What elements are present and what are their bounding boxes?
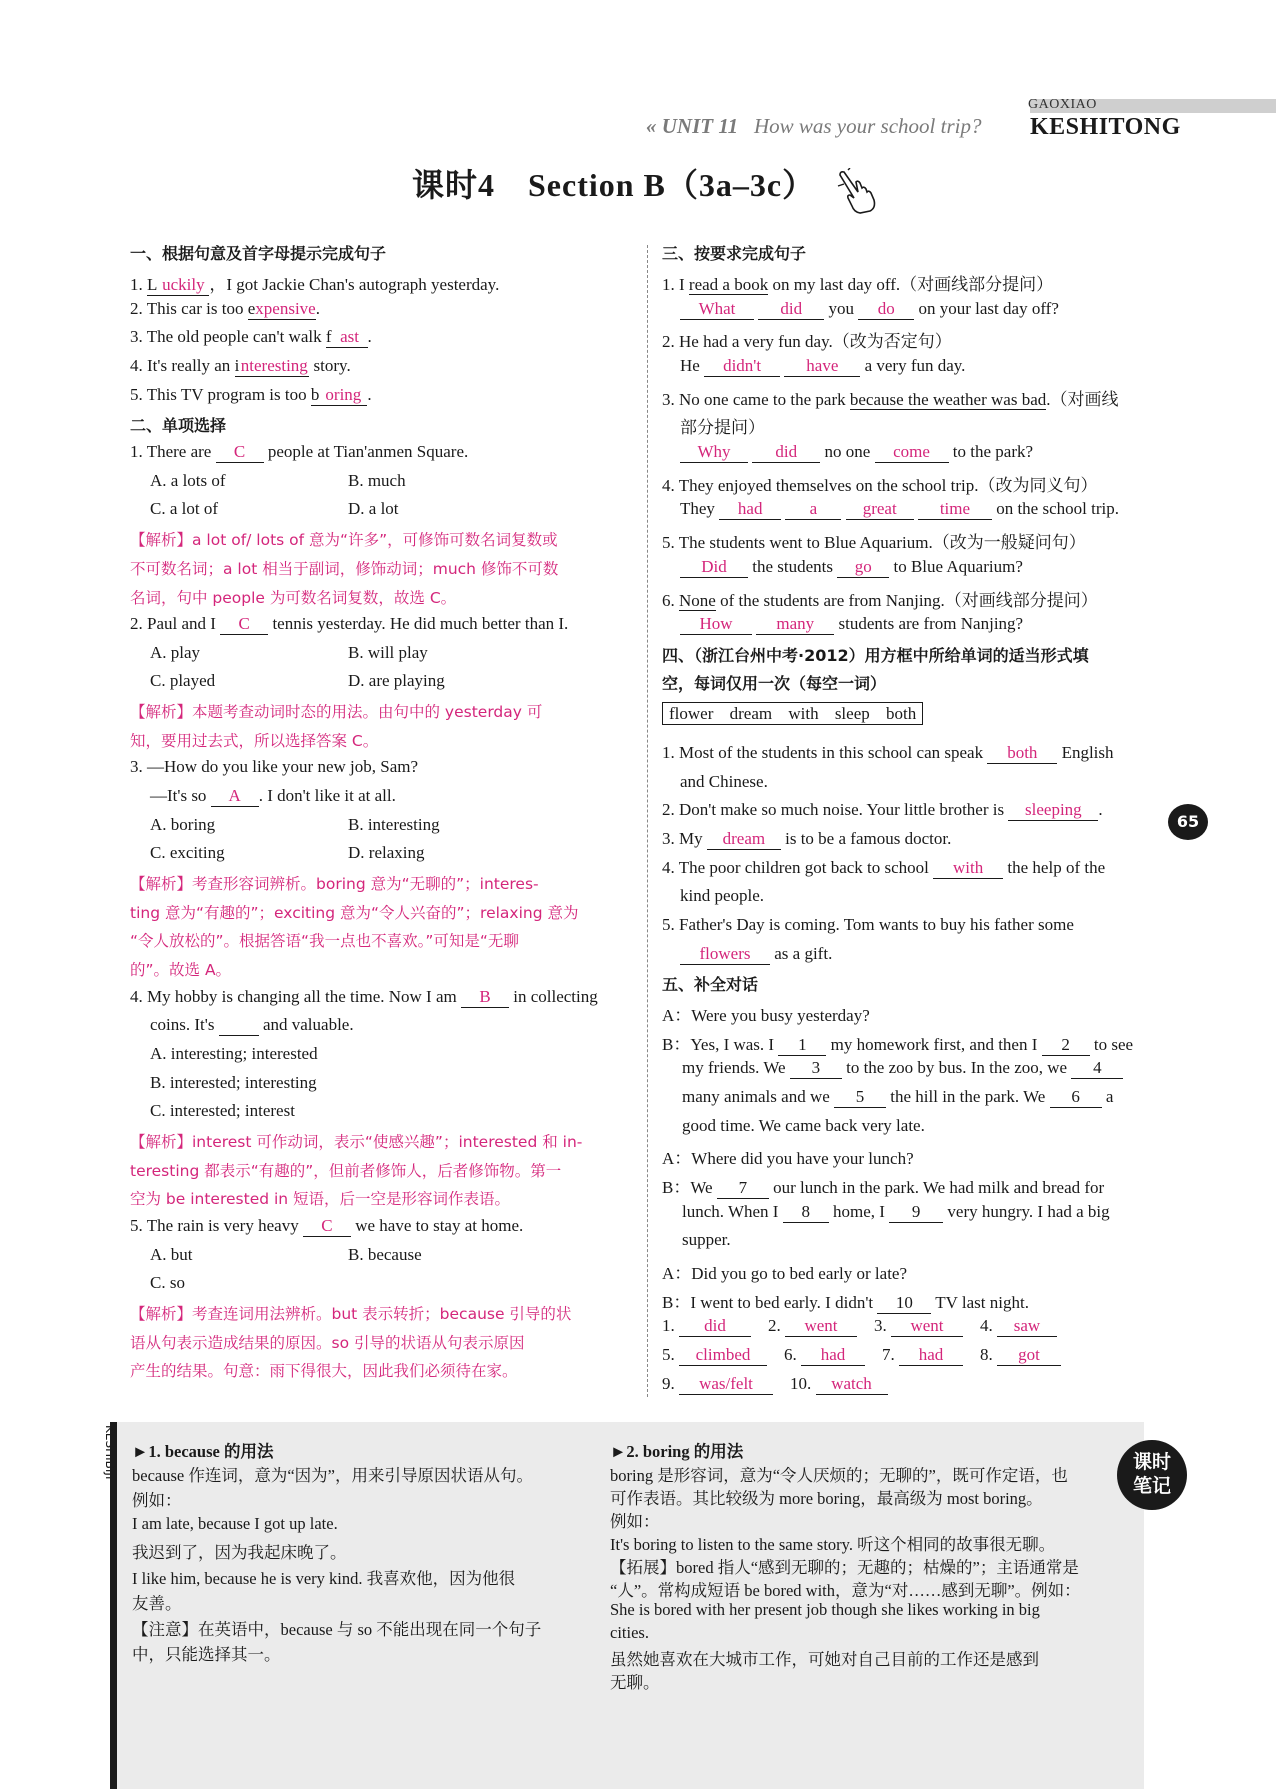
notes-badge: 课时 笔记: [1117, 1440, 1187, 1510]
p2-q3-analysis-2: ting 意为“有趣的”；exciting 意为“令人兴奋的”；relaxing 意为: [130, 904, 579, 922]
note2-line: It's boring to listen to the same story. 听这个相同的故事很无聊。: [610, 1535, 1056, 1554]
note2-line: 虽然她喜欢在大城市工作，可她对自己目前的工作还是感到: [610, 1650, 1039, 1669]
p2-q3-opt-a: A. boring: [150, 815, 216, 834]
p2-q4-opt-c: C. interested; interest: [150, 1101, 295, 1120]
p2-q4-opt-a: A. interesting; interested: [150, 1044, 318, 1063]
dialogue-b6: lunch. When I 8 home, I 9 very hungry. I had a big: [682, 1202, 1110, 1221]
page-number: 65: [1168, 804, 1208, 840]
p2-q2-opt-c: C. played: [150, 671, 216, 690]
p2-q1-analysis-1: 【解析】a lot of/ lots of 意为“许多”，可修饰可数名词复数或: [130, 531, 558, 549]
p3-q2: 2. He had a very fun day.（改为否定句）: [662, 332, 952, 351]
p3-q2-answer: He didn't have a very fun day.: [680, 356, 966, 375]
p2-q1: 1. There are C people at Tian'anmen Square.: [130, 442, 469, 461]
answers-row-3: 9. was/felt 10. watch: [662, 1374, 888, 1395]
p3-q4-answer: They had a great time on the school trip.: [680, 499, 1119, 518]
p2-q3-b: —It's so A . I don't like it at all.: [150, 786, 396, 805]
p3-q3-answer: Why did no one come to the park?: [680, 442, 1033, 463]
dialogue-b1: B：Yes, I was. I 1 my homework first, and then I 2 to see: [662, 1035, 1134, 1054]
note1-line: 友善。: [132, 1594, 182, 1613]
p1-item-5: 5. This TV program is too b oring .: [130, 385, 372, 404]
p2-q3-analysis-3: “令人放松的”。根据答语“我一点也不喜欢。”可知是“无聊: [130, 932, 519, 950]
p1-item-4: 4. It's really an interesting story.: [130, 356, 351, 375]
note2-line: 可作表语。其比较级为 more boring，最高级为 most boring。: [610, 1489, 1043, 1508]
note1-line: 例如：: [132, 1491, 182, 1510]
answers-row-1: 1. did 2. went 3. went 4. saw: [662, 1316, 1057, 1337]
p2-q3: 3. —How do you like your new job, Sam?: [130, 757, 419, 776]
part1-heading: 一、根据句意及首字母提示完成句子: [130, 244, 387, 263]
p4-q2: 2. Don't make so much noise. Your little brother is sleeping .: [662, 800, 1103, 819]
p4-q4-cont: kind people.: [680, 886, 765, 905]
dialogue-b3: many animals and we 5 the hill in the park. We 6 a: [682, 1087, 1114, 1106]
p3-q3-cont: 部分提问）: [680, 418, 765, 437]
p2-q1-analysis-3: 名词，句中 people 为可数名词复数，故选 C。: [130, 589, 457, 607]
p2-q4-b: coins. It's and valuable.: [150, 1015, 354, 1034]
p2-q4-analysis-3: 空为 be interested in 短语，后一空是形容词作表语。: [130, 1190, 511, 1208]
p3-q6: 6. None of the students are from Nanjing.（对画线部分提问）: [662, 591, 1098, 610]
p2-q5-opt-a: A. but: [150, 1245, 193, 1264]
part3-heading: 三、按要求完成句子: [662, 244, 807, 263]
note2-line: “人”。常构成短语 be bored with，意为“对……感到无聊”。例如：: [610, 1581, 1081, 1600]
dialogue-a2: A：Where did you have your lunch?: [662, 1149, 914, 1168]
dialogue-b5: B：We 7 our lunch in the park. We had milk and bread for: [662, 1178, 1105, 1197]
part2-heading: 二、单项选择: [130, 416, 227, 435]
note2-line: cities.: [610, 1623, 649, 1642]
p2-q3-opt-d: D. relaxing: [348, 843, 425, 862]
p2-q5-analysis-2: 语从句表示造成结果的原因。so 引导的状语从句表示原因: [130, 1334, 525, 1352]
p2-q4-analysis-2: teresting 都表示“有趣的”，但前者修饰人，后者修饰物。第一: [130, 1162, 562, 1180]
p3-q1: 1. I read a book on my last day off.（对画线部分提问）: [662, 275, 1054, 294]
brand-large: KESHITONG: [1030, 114, 1181, 140]
p2-q2-analysis-1: 【解析】本题考查动词时态的用法。由句中的 yesterday 可: [130, 703, 543, 721]
p2-q1-opt-b: B. much: [348, 471, 406, 490]
note1-title: ►1. because 的用法: [132, 1442, 274, 1461]
p2-q2-opt-a: A. play: [150, 643, 201, 662]
p4-q5-cont: flowers as a gift.: [680, 944, 832, 965]
p2-q4-analysis-1: 【解析】interest 可作动词，表示“使感兴趣”；interested 和 in-: [130, 1133, 583, 1151]
dialogue-b8: B：I went to bed early. I didn't 10 TV last night.: [662, 1293, 1029, 1312]
note2-title: ►2. boring 的用法: [610, 1442, 744, 1461]
p3-q1-answer: What did you do on your last day off?: [680, 299, 1059, 320]
p3-q5-answer: Did the students go to Blue Aquarium?: [680, 557, 1023, 578]
brand-small: GAOXIAO: [1028, 97, 1097, 112]
p2-q5-opt-c: C. so: [150, 1273, 185, 1292]
p3-q4: 4. They enjoyed themselves on the school trip.（改为同义句）: [662, 476, 1098, 495]
column-divider: [647, 245, 648, 1397]
part4-heading-2: 空，每词仅用一次（每空一词）: [662, 674, 887, 693]
note2-line: She is bored with her present job though she likes working in big: [610, 1600, 1040, 1619]
lesson-title: 课时4 Section B（3a–3c）: [412, 167, 816, 203]
p3-q6-answer: How many students are from Nanjing?: [680, 614, 1023, 635]
dialogue-b7: supper.: [682, 1230, 731, 1249]
p2-q5-analysis-3: 产生的结果。句意：雨下得很大，因此我们必须待在家。: [130, 1362, 518, 1380]
note1-line: because 作连词，意为“因为”，用来引导原因状语从句。: [132, 1466, 533, 1485]
p2-q2-analysis-2: 知，要用过去式，所以选择答案 C。: [130, 732, 379, 750]
notes-side-label: KESHIBIJI: [103, 1425, 117, 1480]
note2-line: 无聊。: [610, 1673, 660, 1692]
p2-q4-opt-b: B. interested; interesting: [150, 1073, 317, 1092]
pointing-hand-icon: [836, 168, 880, 214]
p1-item-2: 2. This car is too expensive.: [130, 299, 320, 318]
p2-q1-opt-a: A. a lots of: [150, 471, 226, 490]
answers-row-2: 5. climbed 6. had 7. had 8. got: [662, 1345, 1061, 1366]
dialogue-a1: A：Were you busy yesterday?: [662, 1006, 870, 1025]
p2-q3-opt-b: B. interesting: [348, 815, 440, 834]
note1-line: 我迟到了，因为我起床晚了。: [132, 1543, 347, 1562]
note2-line: 【拓展】bored 指人“感到无聊的；无趣的；枯燥的”；主语通常是: [610, 1558, 1079, 1577]
note2-line: boring 是形容词，意为“令人厌烦的；无聊的”，既可作定语，也: [610, 1466, 1068, 1485]
p2-q2-opt-b: B. will play: [348, 643, 428, 662]
note1-line: 【注意】在英语中，because 与 so 不能出现在同一个句子: [132, 1620, 542, 1639]
p1-item-1: 1. L uckily ，I got Jackie Chan's autograph yesterday.: [130, 275, 500, 294]
p2-q5: 5. The rain is very heavy C we have to stay at home.: [130, 1216, 524, 1235]
p4-q1-cont: and Chinese.: [680, 772, 768, 791]
dialogue-a3: A：Did you go to bed early or late?: [662, 1264, 908, 1283]
p1-item-3: 3. The old people can't walk f ast .: [130, 327, 372, 346]
p3-q5: 5. The students went to Blue Aquarium.（改为一般疑问句）: [662, 533, 1086, 552]
p4-q4: 4. The poor children got back to school with the help of the: [662, 858, 1106, 877]
p2-q2-opt-d: D. are playing: [348, 671, 445, 690]
unit-heading: « UNIT 11 How was your school trip?: [646, 114, 982, 138]
p2-q1-opt-d: D. a lot: [348, 499, 399, 518]
part4-heading: 四、（浙江台州中考·2012）用方框中所给单词的适当形式填: [662, 646, 1089, 665]
p2-q4: 4. My hobby is changing all the time. Now I am B in collecting: [130, 987, 598, 1006]
p3-q3: 3. No one came to the park because the weather was bad.（对画线: [662, 390, 1119, 409]
p2-q3-analysis-1: 【解析】考查形容词辨析。boring 意为“无聊的”；interes-: [130, 875, 539, 893]
dialogue-b2: my friends. We 3 to the zoo by bus. In the zoo, we 4: [682, 1058, 1123, 1079]
note2-line: 例如：: [610, 1512, 660, 1531]
p2-q5-opt-b: B. because: [348, 1245, 422, 1264]
p2-q2: 2. Paul and I C tennis yesterday. He did much better than I.: [130, 614, 569, 633]
p4-q5: 5. Father's Day is coming. Tom wants to buy his father some: [662, 915, 1074, 934]
note1-line: 中，只能选择其一。: [132, 1645, 281, 1664]
note1-line: I like him, because he is very kind. 我喜欢他，因为他很: [132, 1569, 516, 1588]
p4-q3: 3. My dream is to be a famous doctor.: [662, 829, 952, 848]
notes-panel: [110, 1422, 1144, 1789]
p2-q1-opt-c: C. a lot of: [150, 499, 218, 518]
p2-q5-analysis-1: 【解析】考查连词用法辨析。but 表示转折；because 引导的状: [130, 1305, 572, 1323]
p2-q3-opt-c: C. exciting: [150, 843, 225, 862]
part5-heading: 五、补全对话: [662, 975, 759, 994]
p2-q1-analysis-2: 不可数名词；a lot 相当于副词，修饰动词；much 修饰不可数: [130, 560, 559, 578]
p2-q3-analysis-4: 的”。故选 A。: [130, 961, 232, 979]
p4-q1: 1. Most of the students in this school can speak both English: [662, 743, 1114, 762]
note1-line: I am late, because I got up late.: [132, 1514, 338, 1533]
word-box: flower dream with sleep both: [662, 704, 923, 724]
dialogue-b4: good time. We came back very late.: [682, 1116, 925, 1135]
